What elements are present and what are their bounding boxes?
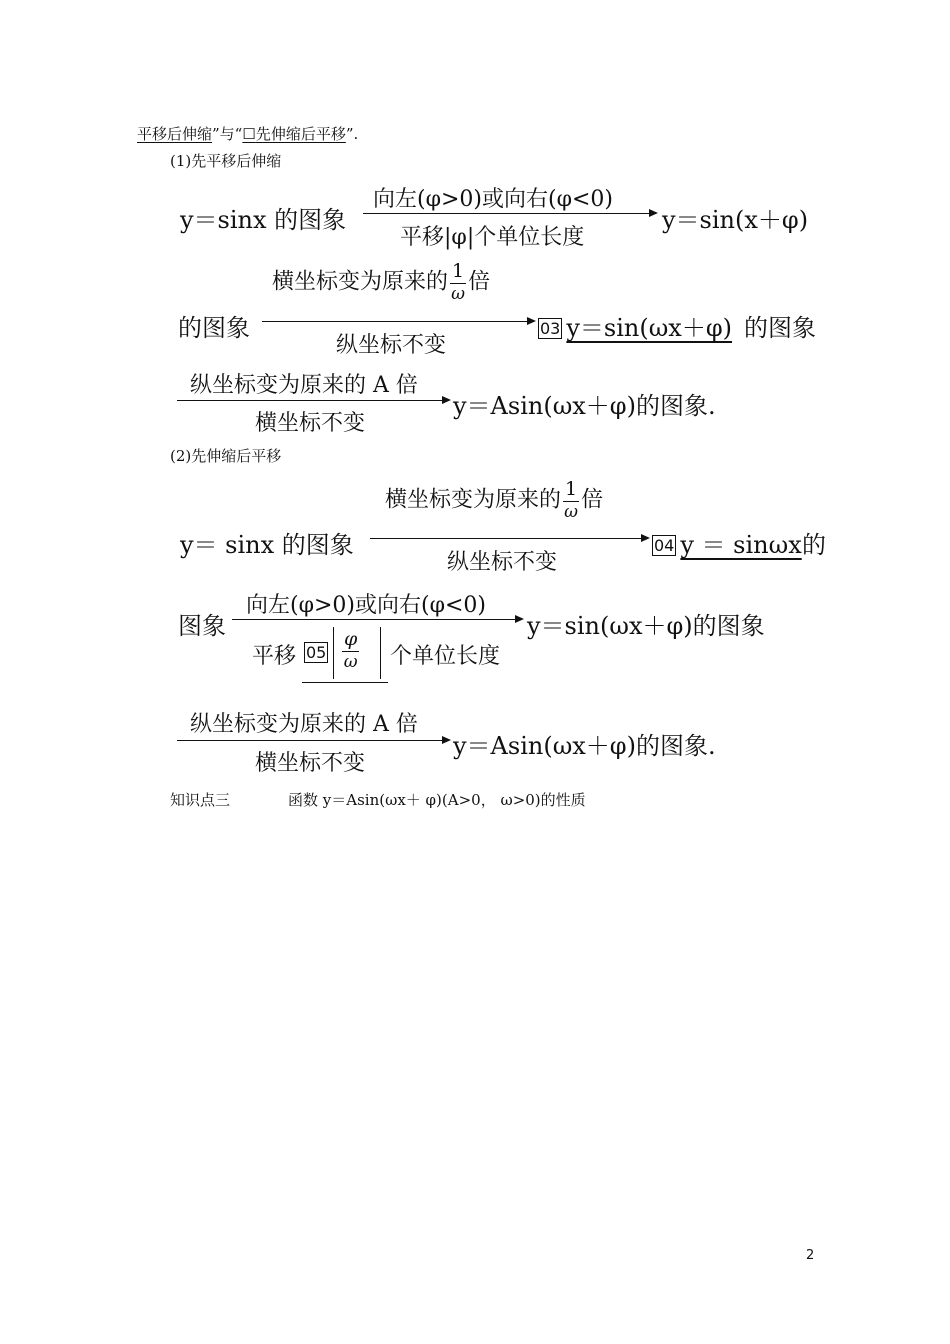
s1r2-above-prefix: 横坐标变为原来的 bbox=[272, 269, 449, 295]
footer-section-title: 函数 y＝Asin(ωx＋ φ)(A>0， ω>0)的性质 bbox=[288, 791, 586, 809]
s1r1-end: y＝sin(x＋φ) bbox=[662, 206, 809, 234]
s2r1-fraction bbox=[563, 480, 579, 521]
header-underlined-b: 先伸缩后平移 bbox=[255, 125, 346, 143]
blank-04-box: 04 bbox=[654, 536, 675, 555]
s2r1-above bbox=[385, 480, 603, 521]
s2r1-below: 纵坐标不变 bbox=[447, 550, 558, 575]
s1r2-below: 纵坐标不变 bbox=[336, 333, 447, 358]
header-tail: ”. bbox=[345, 125, 359, 143]
s2r2-answer-underline bbox=[302, 682, 388, 683]
s2r1-frac-num: 1 bbox=[565, 478, 578, 500]
s1r2-frac-den: ω bbox=[451, 284, 465, 304]
s2r2-frac-num: φ bbox=[344, 628, 358, 650]
header-underlined-a: 平移后伸缩 bbox=[137, 125, 213, 143]
s1r2-arrow bbox=[262, 321, 534, 322]
s2r2-start: 图象 bbox=[178, 612, 226, 640]
s2r2-below-prefix: 平移 bbox=[252, 644, 297, 669]
s1r3-arrow bbox=[177, 400, 449, 401]
s2r1-frac-den: ω bbox=[564, 502, 578, 522]
s2r1-answer-wrap bbox=[652, 525, 802, 560]
s2r3-above: 纵坐标变为原来的 A 倍 bbox=[190, 712, 418, 737]
s1r1-above: 向左(φ>0)或向右(φ<0) bbox=[373, 187, 614, 212]
s1r3-above: 纵坐标变为原来的 A 倍 bbox=[190, 373, 418, 398]
s2r1-above-suffix: 倍 bbox=[581, 487, 604, 513]
s1r2-start: 的图象 bbox=[178, 314, 250, 342]
s2r2-fraction bbox=[342, 630, 359, 671]
s2r1-above-prefix: 横坐标变为原来的 bbox=[385, 487, 562, 513]
blank-05-box-wrap bbox=[304, 642, 332, 664]
blank-03-box: 03 bbox=[540, 319, 561, 338]
header-box-glyph: ☐ bbox=[242, 125, 256, 143]
s1r2-above bbox=[272, 262, 490, 303]
section1-title: (1)先平移后伸缩 bbox=[170, 152, 282, 170]
s2r1-answer: y ＝ sinωx bbox=[680, 531, 802, 559]
blank-05-box: 05 bbox=[306, 643, 327, 662]
s1r1-below: 平移|φ|个单位长度 bbox=[400, 225, 585, 250]
s2r2-below-suffix: 个单位长度 bbox=[390, 644, 501, 669]
s2r3-end: y＝Asin(ωx＋φ)的图象. bbox=[453, 732, 716, 760]
section2-title: (2)先伸缩后平移 bbox=[170, 447, 282, 465]
header-line bbox=[137, 123, 358, 144]
s2r3-arrow bbox=[177, 740, 449, 741]
s2r2-abs-bar-left bbox=[333, 627, 334, 679]
s2r2-fraction-wrap bbox=[340, 630, 361, 671]
s1r3-end: y＝Asin(ωx＋φ)的图象. bbox=[453, 392, 716, 420]
s1r3-below: 横坐标不变 bbox=[255, 411, 366, 436]
s2r1-start: y＝ sinx 的图象 bbox=[180, 531, 354, 559]
footer-section-label: 知识点三 bbox=[170, 791, 231, 809]
s2r3-below: 横坐标不变 bbox=[255, 751, 366, 776]
s2r1-end: 的 bbox=[802, 531, 826, 559]
s2r2-end: y＝sin(ωx＋φ)的图象 bbox=[527, 612, 765, 640]
s2r1-arrow bbox=[370, 538, 648, 539]
page-number: 2 bbox=[806, 1248, 815, 1263]
s1r2-fraction bbox=[450, 262, 466, 303]
s1r1-start: y＝sinx 的图象 bbox=[180, 206, 347, 234]
s1r2-end: 的图象 bbox=[744, 314, 816, 342]
s1r2-answer: y＝sin(ωx＋φ) bbox=[566, 314, 733, 342]
s1r2-frac-num: 1 bbox=[452, 260, 465, 282]
s1r2-answer-wrap bbox=[538, 308, 732, 343]
s2r2-frac-den: ω bbox=[343, 652, 358, 672]
s2r2-above: 向左(φ>0)或向右(φ<0) bbox=[246, 593, 487, 618]
s1r2-above-suffix: 倍 bbox=[468, 269, 491, 295]
s2r2-abs-bar-right bbox=[380, 627, 381, 679]
s2r2-arrow bbox=[232, 619, 522, 620]
s1r1-arrow bbox=[363, 213, 656, 214]
header-join: ”与“ bbox=[212, 125, 243, 143]
